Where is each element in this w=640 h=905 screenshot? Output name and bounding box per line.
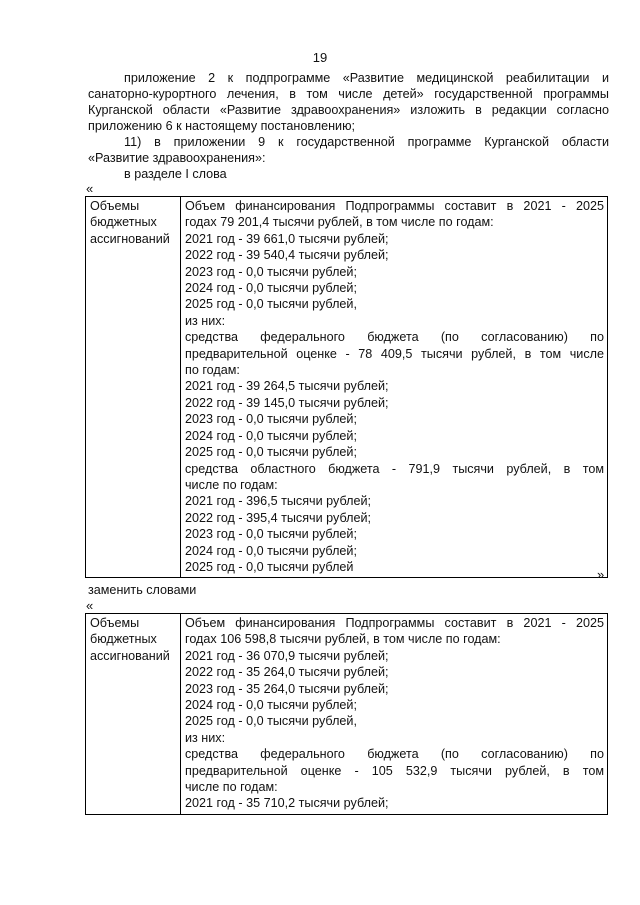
budget-table-new [85,613,608,815]
content-line: 2025 год - 0,0 тысячи рублей; [185,445,357,460]
label-line: Объемы [90,199,140,213]
open-quote-new: « [86,598,94,613]
replace-words-line: заменить словами [88,583,197,597]
item-11-line-2: «Развитие здравоохранения»: [88,151,266,165]
content-line: 2023 год - 35 264,0 тысячи рублей; [185,681,389,696]
content-line: 2021 год - 39 264,5 тысячи рублей; [185,379,389,394]
intro-line-4: приложению 6 к настоящему постановлению; [88,119,356,133]
content-line: 2022 год - 39 145,0 тысячи рублей; [185,395,389,410]
content-cell-new [181,614,608,815]
content-line: средства федерального бюджета (по согласованию) по [185,747,604,762]
content-line: 2024 год - 0,0 тысячи рублей; [185,428,357,443]
section-line: в разделе I слова [124,167,227,181]
intro-line-2: санаторно-курортного лечения, в том числе детей» государственной программы [88,87,609,101]
content-line: 2021 год - 39 661,0 тысячи рублей; [185,231,389,246]
label-line: ассигнований [90,231,170,246]
table-row [86,197,608,578]
content-line: годах 106 598,8 тысячи рублей, в том числе по годам: [185,632,501,647]
table-row [86,614,608,815]
content-line: Объем финансирования Подпрограммы составит в 2021 - 2025 [185,199,604,213]
content-line: Объем финансирования Подпрограммы составит в 2021 - 2025 [185,616,604,630]
content-cell-old [181,197,608,578]
content-line: из них: [185,313,226,328]
content-line: 2021 год - 35 710,2 тысячи рублей; [185,796,389,811]
content-line: 2025 год - 0,0 тысячи рублей, [185,297,357,312]
label-line: ассигнований [90,648,170,663]
page-number: 19 [312,50,328,65]
content-line: числе по годам: [185,477,278,492]
content-line: средства федерального бюджета (по согласованию) по [185,330,604,345]
open-quote-old: « [86,181,94,196]
content-line: годах 79 201,4 тысячи рублей, в том числе по годам: [185,215,494,230]
intro-line-3: Курганской области «Развитие здравоохранения» изложить в редакции согласно [88,103,609,117]
content-line: 2023 год - 0,0 тысячи рублей; [185,527,357,542]
label-cell-new [86,614,181,815]
content-line: предварительной оценке - 78 409,5 тысячи рублей, в том числе [185,346,604,361]
budget-table-old [85,196,608,578]
content-line: 2023 год - 0,0 тысячи рублей; [185,264,357,279]
content-line: 2022 год - 39 540,4 тысячи рублей; [185,248,389,263]
content-line: 2021 год - 36 070,9 тысячи рублей; [185,648,389,663]
close-quote-old: » [597,567,605,582]
content-line: предварительной оценке - 105 532,9 тысячи рублей, в том [185,763,604,778]
content-line: по годам: [185,363,240,378]
content-line: 2024 год - 0,0 тысячи рублей; [185,281,357,296]
content-line: средства областного бюджета - 791,9 тысячи рублей, в том [185,461,604,476]
content-line: 2023 год - 0,0 тысячи рублей; [185,412,357,427]
content-line: 2024 год - 0,0 тысячи рублей; [185,698,357,713]
content-line: 2025 год - 0,0 тысячи рублей [185,559,354,574]
intro-line-1: приложение 2 к подпрограмме «Развитие медицинской реабилитации и [124,71,609,85]
content-line: 2022 год - 395,4 тысячи рублей; [185,510,371,525]
label-cell-old [86,197,181,578]
label-line: бюджетных [90,632,157,647]
content-line: 2025 год - 0,0 тысячи рублей, [185,714,357,729]
content-line: 2024 год - 0,0 тысячи рублей; [185,543,357,558]
label-line: Объемы [90,616,140,630]
label-line: бюджетных [90,215,157,230]
content-line: из них: [185,730,226,745]
content-line: числе по годам: [185,780,278,795]
item-11-line-1: 11) в приложении 9 к государственной программе Курганской области [124,135,609,149]
content-line: 2021 год - 396,5 тысячи рублей; [185,494,371,509]
content-line: 2022 год - 35 264,0 тысячи рублей; [185,665,389,680]
